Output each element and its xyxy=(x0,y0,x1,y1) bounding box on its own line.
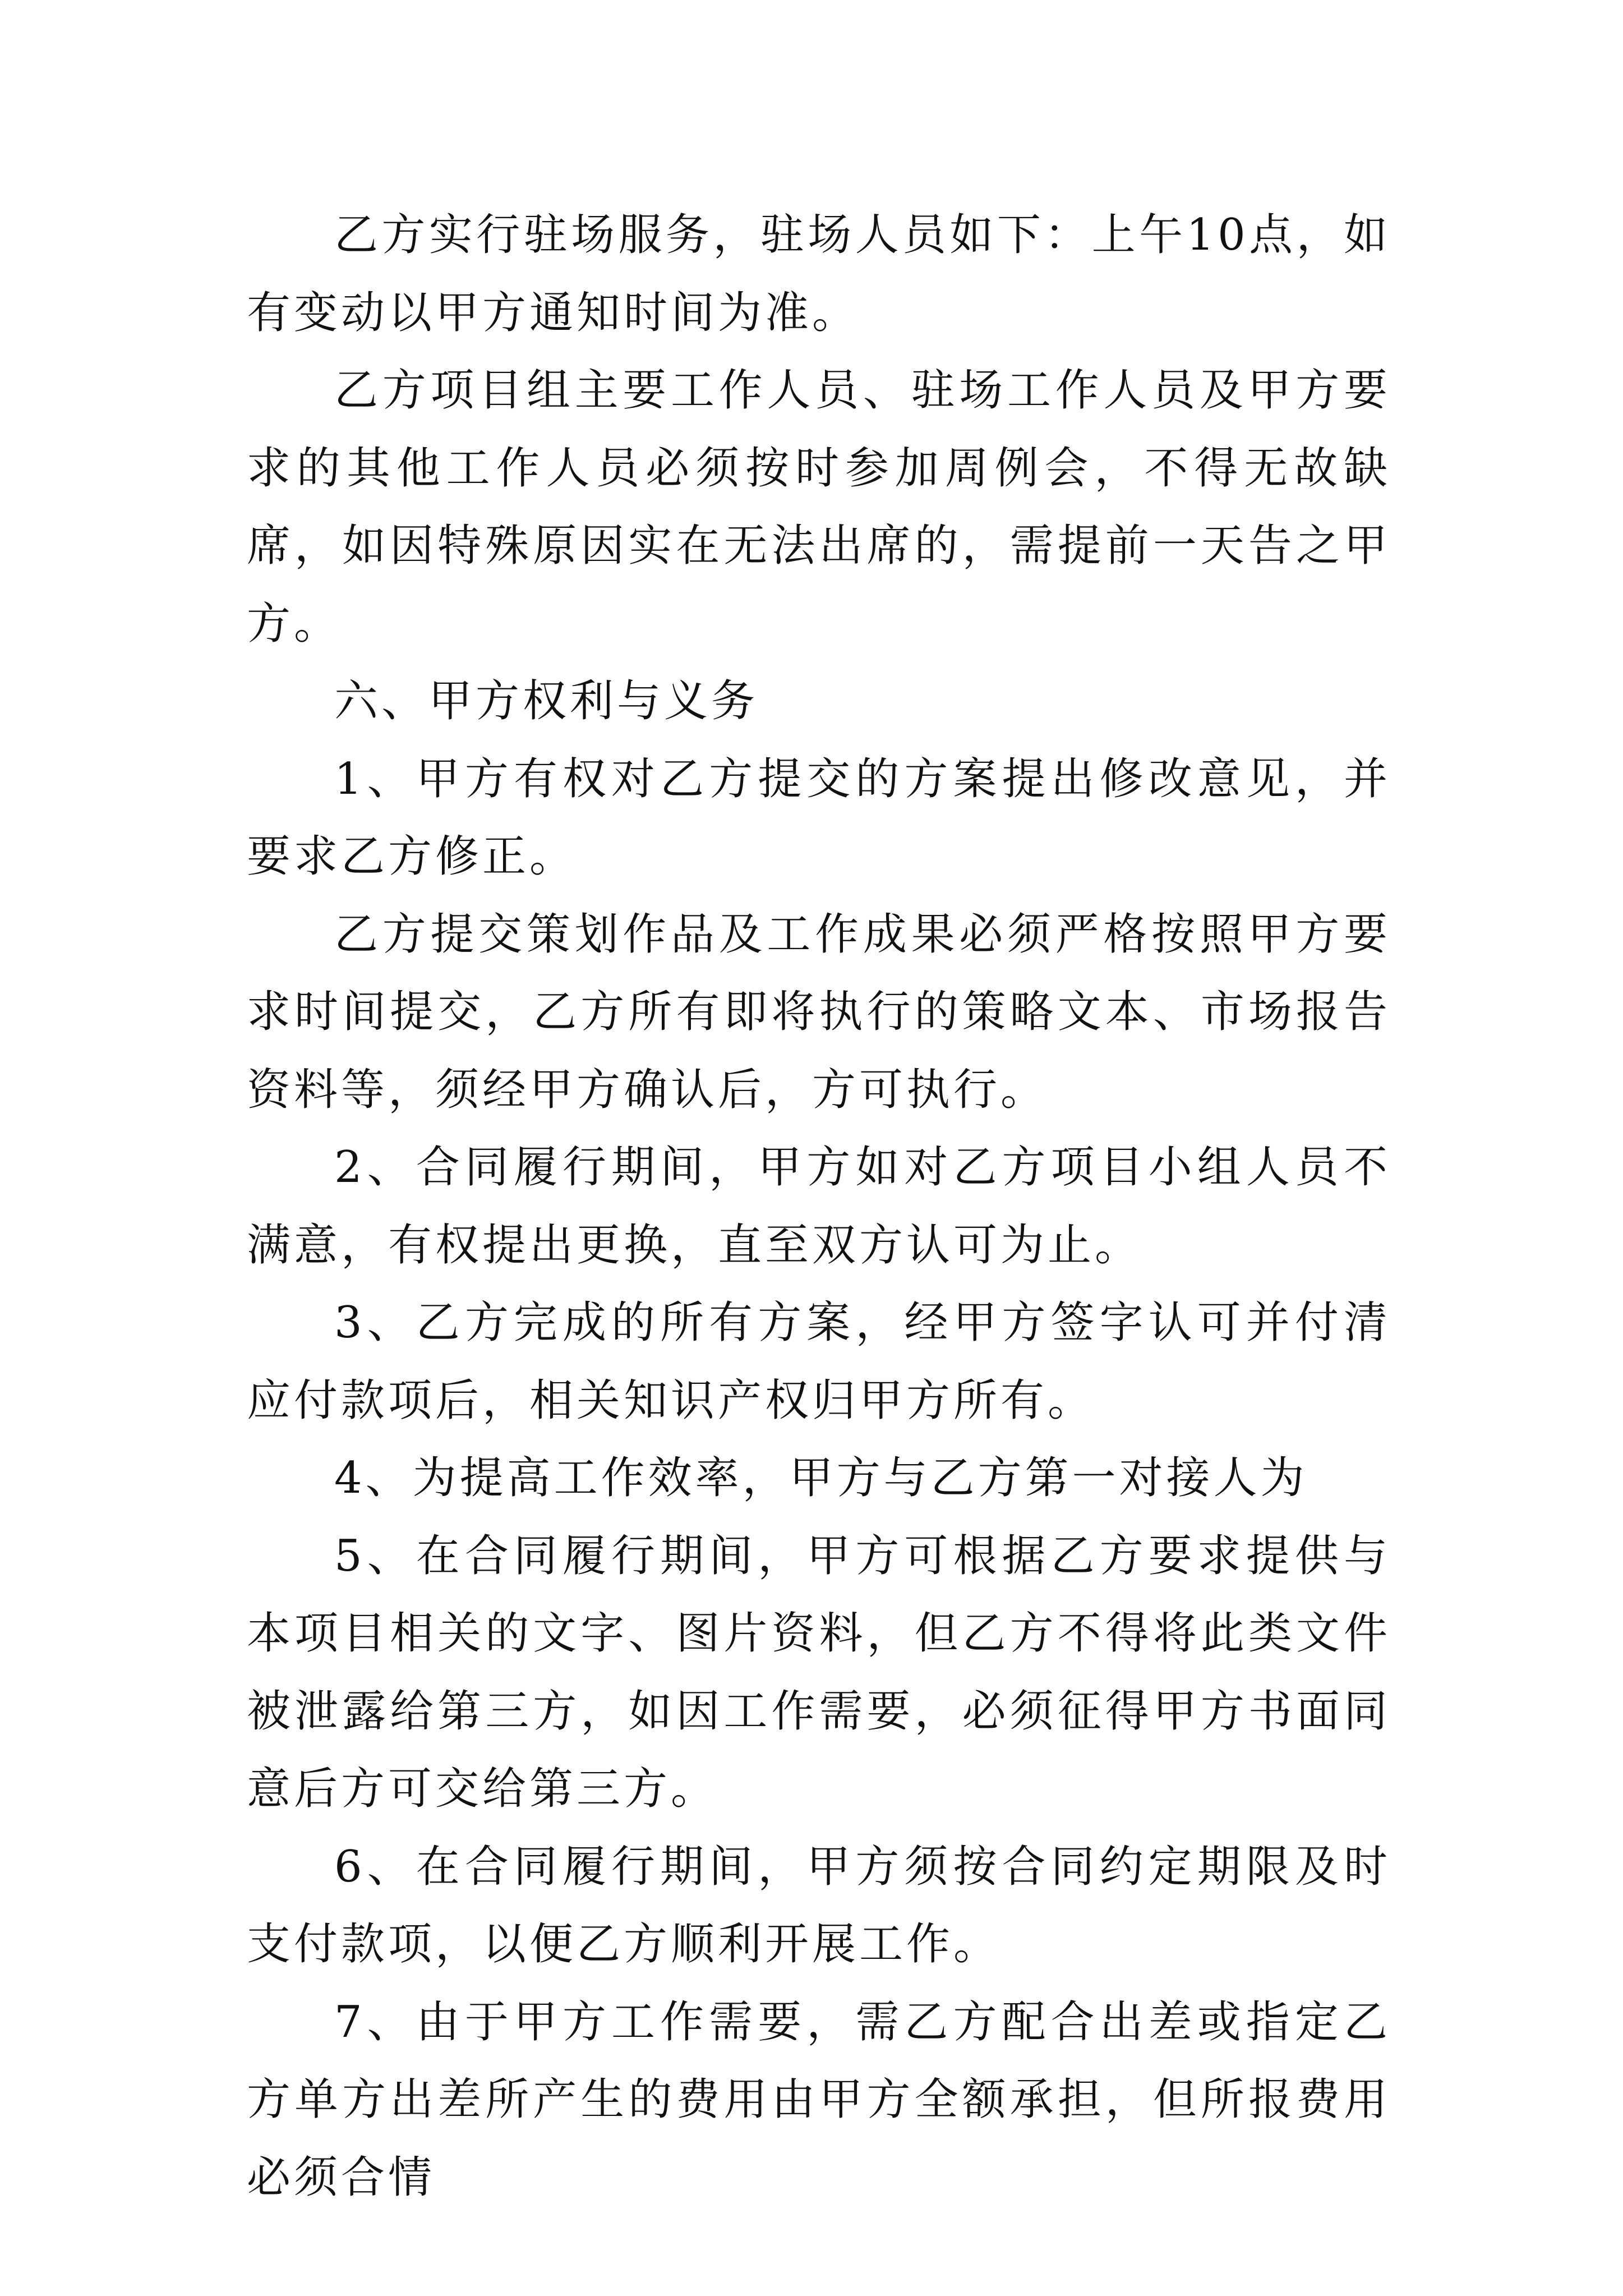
paragraph-clause-1: 1、甲方有权对乙方提交的方案提出修改意见，并要求乙方修正。 xyxy=(247,753,1391,882)
paragraph-clause-5: 5、在合同履行期间，甲方可根据乙方要求提供与本项目相关的文字、图片资料，但乙方不得将此类文件被泄露给第三方，如因工作需要，必须征得甲方书面同意后方可交给第三方。 xyxy=(247,1530,1391,1814)
paragraph-weekly-meeting: 乙方项目组主要工作人员、驻场工作人员及甲方要求的其他工作人员必须按时参加周例会，不得无故缺席，如因特殊原因实在无法出席的，需提前一天告之甲方。 xyxy=(247,365,1391,649)
paragraph-clause-3: 3、乙方完成的所有方案，经甲方签字认可并付清应付款项后，相关知识产权归甲方所有。 xyxy=(247,1297,1391,1426)
paragraph-clause-4: 4、为提高工作效率，甲方与乙方第一对接人为 xyxy=(334,1453,1308,1503)
section-heading-party-a-rights: 六、甲方权利与义务 xyxy=(334,676,759,726)
paragraph-clause-7: 7、由于甲方工作需要，需乙方配合出差或指定乙方单方出差所产生的费用由甲方全额承担，但所报费用必须合情 xyxy=(247,1996,1391,2203)
paragraph-onsite-service: 乙方实行驻场服务，驻场人员如下：上午10点，如有变动以甲方通知时间为准。 xyxy=(247,210,1391,338)
paragraph-submission-requirements: 乙方提交策划作品及工作成果必须严格按照甲方要求时间提交，乙方所有即将执行的策略文本、市场报告资料等，须经甲方确认后，方可执行。 xyxy=(247,909,1391,1115)
contract-body xyxy=(247,196,1391,2216)
paragraph-clause-2: 2、合同履行期间，甲方如对乙方项目小组人员不满意，有权提出更换，直至双方认可为止。 xyxy=(247,1142,1391,1271)
paragraph-clause-6: 6、在合同履行期间，甲方须按合同约定期限及时支付款项，以便乙方顺利开展工作。 xyxy=(247,1841,1391,1970)
